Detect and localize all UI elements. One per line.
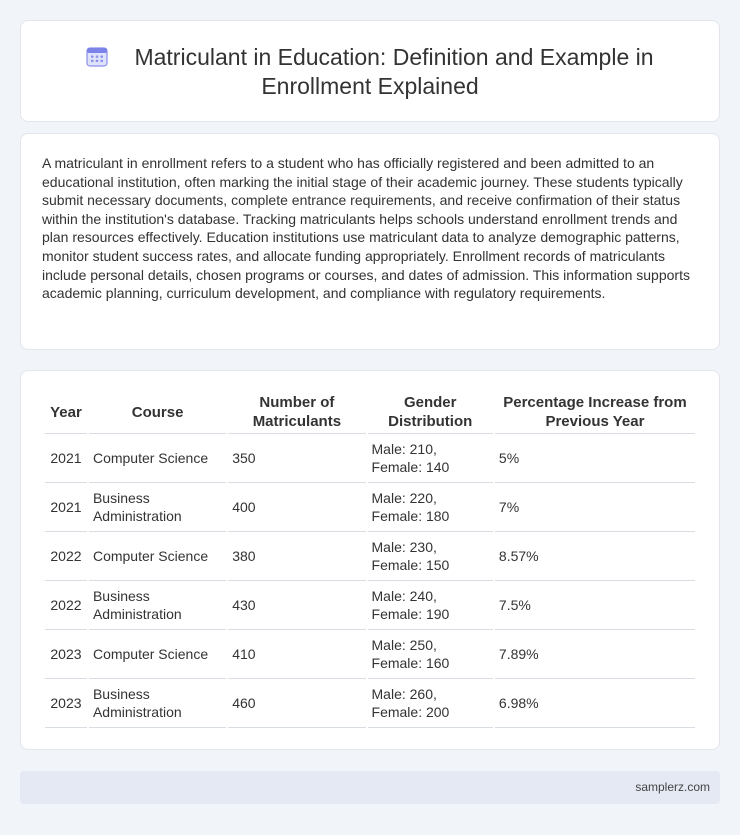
cell-course: Business Administration — [89, 581, 226, 630]
page-title — [21, 43, 719, 101]
cell-number: 380 — [228, 532, 365, 581]
intro-paragraph: A matriculant in enrollment refers to a student who has officially registered and been admitted to an educational institution, often marking the initial stage of their academic journey. These students typically submit necessary documents, complete entrance requirements, and receive confirmation of their status within the institution's database. Tracking matriculants helps schools understand enrollment trends and plan resources effectively. Education institutions use matriculant data to analyze demographic patterns, monitor student success rates, and allocate funding appropriately. Enrollment records of matriculants include personal details, chosen programs or courses, and dates of admission. This information supports academic planning, curriculum development, and compliance with regulatory requirements. — [42, 155, 690, 302]
table-row — [45, 483, 695, 532]
header-gender: Gender Distribution — [368, 391, 493, 434]
title-line-1: Matriculant in Education: Definition and Example in — [134, 44, 654, 70]
cell-increase: 7.5% — [495, 581, 695, 630]
header-card — [20, 20, 720, 122]
table-row — [45, 532, 695, 581]
table-card — [20, 370, 720, 750]
cell-year: 2022 — [45, 581, 87, 630]
cell-gender: Male: 220, Female: 180 — [368, 483, 493, 532]
cell-increase: 6.98% — [495, 679, 695, 728]
cell-year: 2021 — [45, 483, 87, 532]
cell-increase: 5% — [495, 434, 695, 483]
cell-number: 350 — [228, 434, 365, 483]
table-header-row — [45, 391, 695, 434]
cell-increase: 8.57% — [495, 532, 695, 581]
cell-increase: 7.89% — [495, 630, 695, 679]
cell-number: 460 — [228, 679, 365, 728]
cell-gender: Male: 240, Female: 190 — [368, 581, 493, 630]
calendar-icon — [86, 45, 108, 67]
cell-course: Business Administration — [89, 679, 226, 728]
cell-gender: Male: 260, Female: 200 — [368, 679, 493, 728]
header-increase: Percentage Increase from Previous Year — [495, 391, 695, 434]
title-line-2: Enrollment Explained — [261, 73, 479, 99]
cell-course: Computer Science — [89, 532, 226, 581]
table-row — [45, 581, 695, 630]
cell-number: 430 — [228, 581, 365, 630]
footer-site-link[interactable]: samplerz.com — [635, 780, 710, 794]
cell-year: 2023 — [45, 630, 87, 679]
cell-course: Computer Science — [89, 630, 226, 679]
cell-number: 400 — [228, 483, 365, 532]
header-number: Number of Matriculants — [228, 391, 365, 434]
cell-course: Business Administration — [89, 483, 226, 532]
cell-gender: Male: 230, Female: 150 — [368, 532, 493, 581]
header-year: Year — [45, 391, 87, 434]
cell-year: 2021 — [45, 434, 87, 483]
cell-number: 410 — [228, 630, 365, 679]
header-course: Course — [89, 391, 226, 434]
cell-year: 2023 — [45, 679, 87, 728]
table-row — [45, 434, 695, 483]
cell-year: 2022 — [45, 532, 87, 581]
table-row — [45, 679, 695, 728]
intro-card — [20, 133, 720, 350]
table-row — [45, 630, 695, 679]
matriculant-table — [43, 391, 697, 728]
cell-increase: 7% — [495, 483, 695, 532]
cell-gender: Male: 210, Female: 140 — [368, 434, 493, 483]
cell-course: Computer Science — [89, 434, 226, 483]
footer-bar — [20, 771, 720, 804]
cell-gender: Male: 250, Female: 160 — [368, 630, 493, 679]
